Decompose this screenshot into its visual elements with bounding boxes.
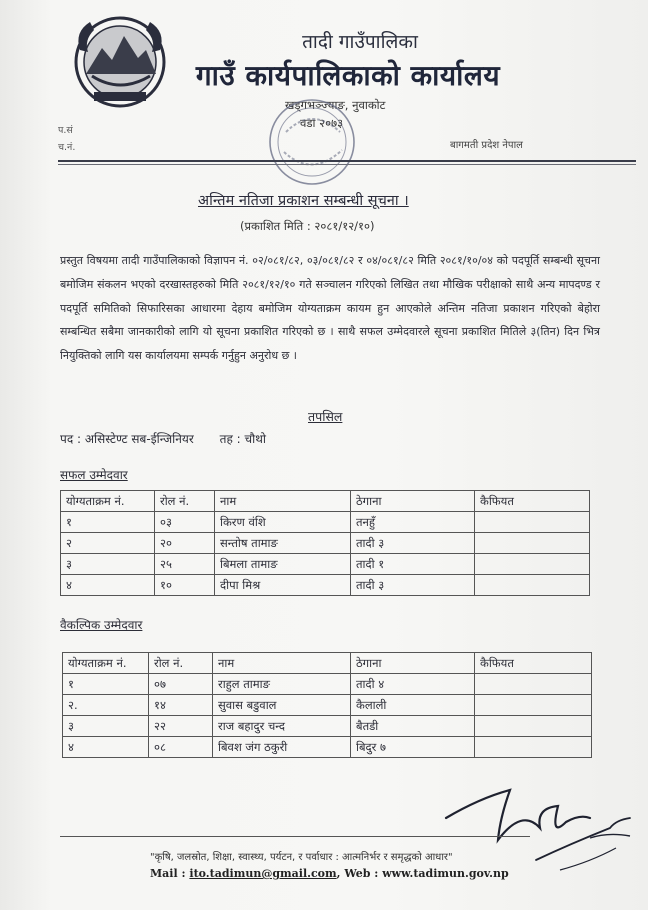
column-header: रोल नं. <box>149 653 213 674</box>
header-divider <box>58 160 636 162</box>
office-name: तादी गाउँपालिका <box>302 31 418 53</box>
successful-candidates-table <box>60 490 590 596</box>
alternate-candidates-table <box>62 652 592 758</box>
name-cell: बिवश जंग ठकुरी <box>213 737 351 758</box>
column-header: कैफियत <box>475 491 590 512</box>
province-label: बागमती प्रदेश नेपाल <box>450 140 523 151</box>
successful-candidates-heading: सफल उम्मेदवार <box>60 468 128 482</box>
address-cell: कैलाली <box>351 695 475 716</box>
remarks-cell <box>475 512 590 533</box>
address-cell: तादी ४ <box>351 674 475 695</box>
level-label: तह : चौथो <box>219 432 267 446</box>
remarks-cell <box>475 575 590 596</box>
address-cell: तनहुँ <box>351 512 475 533</box>
name-cell: राज बहादुर चन्द <box>213 716 351 737</box>
email-link[interactable]: ito.tadimun@gmail.com <box>189 867 337 880</box>
table-row <box>61 575 590 596</box>
name-cell: किरण वंशि <box>215 512 351 533</box>
roll-cell: २० <box>155 533 215 554</box>
rank-cell: १ <box>63 674 149 695</box>
roll-cell: २५ <box>155 554 215 575</box>
address-cell: तादी १ <box>351 554 475 575</box>
roll-cell: २२ <box>149 716 213 737</box>
header-divider-thin <box>58 164 636 165</box>
column-header: रोल नं. <box>155 491 215 512</box>
table-header-row <box>61 491 590 512</box>
table-header-row <box>63 653 592 674</box>
table-row <box>61 512 590 533</box>
post-info <box>60 430 266 447</box>
office-title: गाउँ कार्यपालिकाको कार्यालय <box>195 59 501 92</box>
column-header: योग्यताक्रम नं. <box>61 491 155 512</box>
mail-label: Mail : <box>150 867 190 880</box>
rank-cell: ३ <box>61 554 155 575</box>
website-link[interactable]: www.tadimun.gov.np <box>382 867 509 880</box>
post-label: पद : असिस्टेण्ट सब-ईन्जिनियर <box>60 432 194 446</box>
roll-cell: ०८ <box>149 737 213 758</box>
footer-divider <box>60 836 530 837</box>
column-header: नाम <box>213 653 351 674</box>
remarks-cell <box>475 533 590 554</box>
notice-title: अन्तिम नतिजा प्रकाशन सम्बन्धी सूचना । <box>198 193 409 209</box>
table-row <box>63 695 592 716</box>
rank-cell: २ <box>61 533 155 554</box>
rank-cell: २. <box>63 695 149 716</box>
name-cell: सन्तोष तामाङ <box>215 533 351 554</box>
letter-number-label: प.सं <box>58 125 73 136</box>
rank-cell: ४ <box>63 737 149 758</box>
published-date: (प्रकाशित मिति : २०८१/१२/१०) <box>240 219 375 233</box>
table-row <box>61 554 590 575</box>
remarks-cell <box>475 674 592 695</box>
name-cell: दीपा मिश्र <box>215 575 351 596</box>
office-address: खड्गभञ्ज्याङ, नुवाकोट <box>285 98 386 112</box>
rank-cell: ३ <box>63 716 149 737</box>
rank-cell: ४ <box>61 575 155 596</box>
column-header: ठेगाना <box>351 491 475 512</box>
office-ward: वडा २०७३ <box>300 116 344 130</box>
roll-cell: १० <box>155 575 215 596</box>
column-header: योग्यताक्रम नं. <box>63 653 149 674</box>
roll-cell: १४ <box>149 695 213 716</box>
remarks-cell <box>475 554 590 575</box>
table-row <box>63 674 592 695</box>
notice-body: प्रस्तुत विषयमा तादी गाउँपालिकाको विज्ञापन नं. ०२/०८१/८२, ०३/०८१/८२ र ०४/०८१/८२ मिति २०८१/१०/०४ को पदपूर्ति सम्बन्धी सूचना बमोजिम संकलन भएको दरखास्तहरुको मिति २०८१/१२/१० गते सञ्चालन गरिएको लिखित तथा मौखिक परीक्षाको साथै अन्य मापदण्ड र पदपूर्ति समितिको सिफारिसका आधारमा देहाय बमोजिम योग्यताक्रम कायम हुन आएकोले अन्तिम नतिजा प्रकाशन गरिएको बेहोरा सम्बन्धित सबैमा जानकारीको लागि यो सूचना प्रकाशित गरिएको छ । साथै सफल उम्मेदवारले सूचना प्रकाशित मितिले ३(तिन) दिन भित्र नियुक्तिको लागि यस कार्यालयमा सम्पर्क गर्नुहुन अनुरोध छ । <box>60 254 600 363</box>
table-row <box>63 737 592 758</box>
details-heading: तपसिल <box>308 409 343 424</box>
alternate-candidates-heading: वैकल्पिक उम्मेदवार <box>60 618 143 632</box>
remarks-cell <box>475 737 592 758</box>
address-cell: बिदुर ७ <box>351 737 475 758</box>
rank-cell: १ <box>61 512 155 533</box>
roll-cell: ०३ <box>155 512 215 533</box>
table-row <box>61 533 590 554</box>
name-cell: राहुल तामाङ <box>213 674 351 695</box>
roll-cell: ०७ <box>149 674 213 695</box>
web-label: , Web : <box>336 867 383 880</box>
column-header: ठेगाना <box>351 653 475 674</box>
address-cell: तादी ३ <box>351 575 475 596</box>
column-header: नाम <box>215 491 351 512</box>
footer-motto: "कृषि, जलस्रोत, शिक्षा, स्वास्थ्य, पर्यटन, र पर्वाधार : आत्मनिर्भर र समृद्धको आधार" <box>150 852 453 863</box>
name-cell: बिमला तामाङ <box>215 554 351 575</box>
address-cell: बैतडी <box>351 716 475 737</box>
table-row <box>63 716 592 737</box>
government-emblem-logo <box>72 14 168 110</box>
footer-contact <box>150 867 509 880</box>
address-cell: तादी ३ <box>351 533 475 554</box>
dispatch-number-label: च.नं. <box>58 142 76 153</box>
remarks-cell <box>475 716 592 737</box>
column-header: कैफियत <box>475 653 592 674</box>
name-cell: सुवास बडुवाल <box>213 695 351 716</box>
office-stamp-seal <box>262 92 362 192</box>
remarks-cell <box>475 695 592 716</box>
